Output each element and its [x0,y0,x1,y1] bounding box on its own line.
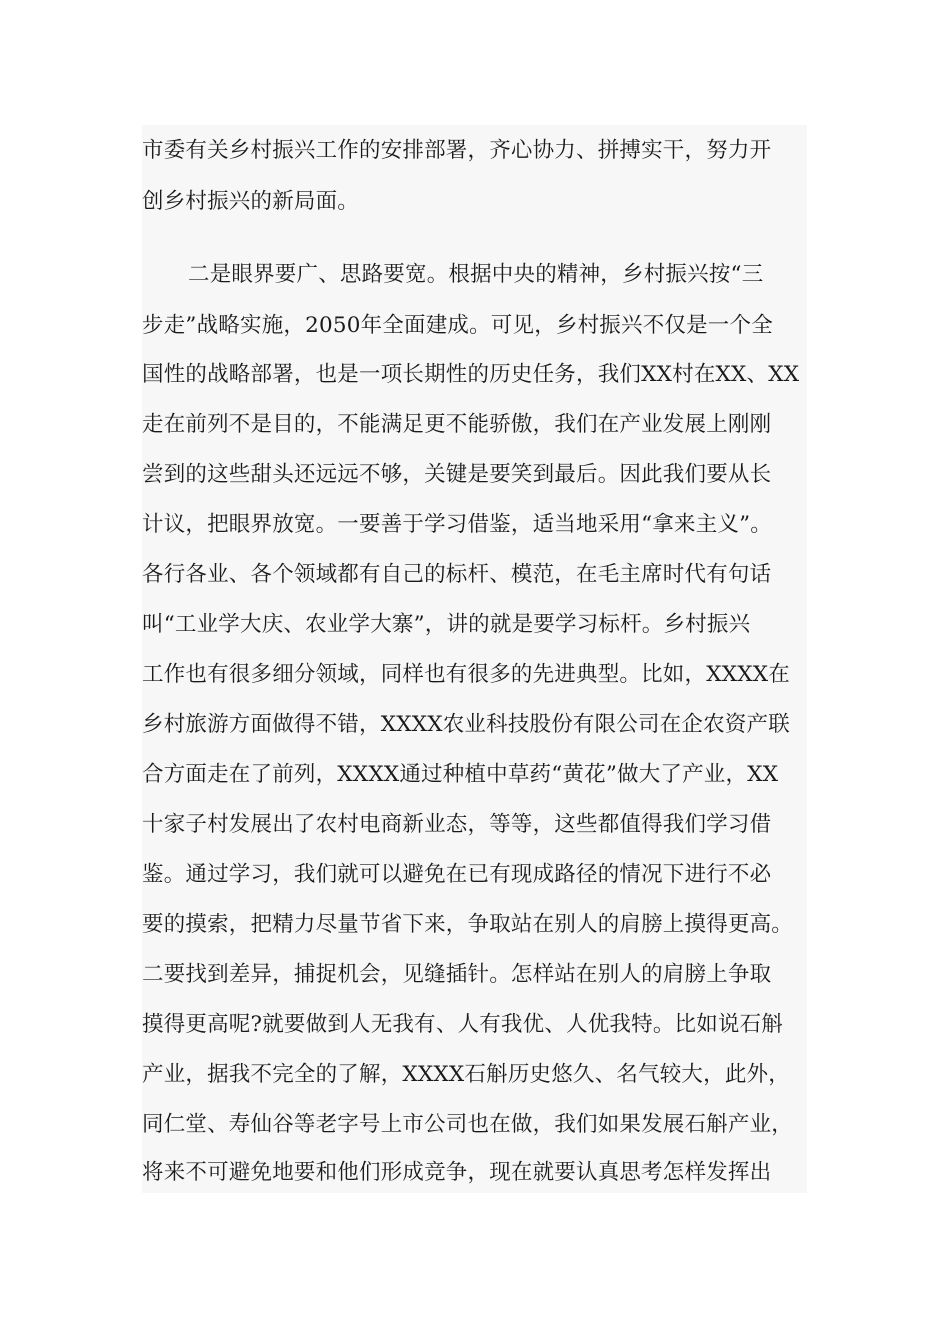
text-line: 步走”战略实施，2050年全面建成。可见，乡村振兴不仅是一个全 [142,313,773,338]
paragraph-start-line: 二是眼界要广、思路要宽。根据中央的精神，乡村振兴按“三 [188,262,764,287]
text-line: 工作也有很多细分领域，同样也有很多的先进典型。比如，XXXX在 [142,662,790,687]
text-line: 摸得更高呢?就要做到人无我有、人有我优、人优我特。比如说石斛 [142,1012,784,1037]
text-line: 创乡村振兴的新局面。 [142,189,360,214]
text-line: 将来不可避免地要和他们形成竞争，现在就要认真思考怎样发挥出 [142,1160,772,1185]
text-line: 同仁堂、寿仙谷等老字号上市公司也在做，我们如果发展石斛产业， [142,1112,794,1137]
text-line: 计议，把眼界放宽。一要善于学习借鉴，适当地采用“拿来主义”。 [142,512,772,537]
text-line: 尝到的这些甜头还远远不够，关键是要笑到最后。因此我们要从长 [142,462,772,487]
text-line: 二要找到差异，捕捉机会，见缝插针。怎样站在别人的肩膀上争取 [142,962,772,987]
text-line: 各行各业、各个领域都有自己的标杆、模范，在毛主席时代有句话 [142,562,772,587]
text-line: 走在前列不是目的，不能满足更不能骄傲，我们在产业发展上刚刚 [142,412,772,437]
text-line: 鉴。通过学习，我们就可以避免在已有现成路径的情况下进行不必 [142,862,772,887]
text-line: 产业，据我不完全的了解，XXXX石斛历史悠久、名气较大，此外， [142,1062,790,1087]
text-line: 要的摸索，把精力尽量节省下来，争取站在别人的肩膀上摸得更高。 [142,912,794,937]
text-line: 乡村旅游方面做得不错，XXXX农业科技股份有限公司在企农资产联 [142,712,790,737]
text-line: 十家子村发展出了农村电商新业态，等等，这些都值得我们学习借 [142,812,772,837]
text-line: 叫“工业学大庆、农业学大寨”，讲的就是要学习标杆。乡村振兴 [142,612,751,637]
document-body [142,125,807,1193]
text-line: 国性的战略部署，也是一项长期性的历史任务，我们XX村在XX、XX [142,362,800,387]
text-line: 合方面走在了前列，XXXX通过种植中草药“黄花”做大了产业，XX [142,762,779,787]
text-line: 市委有关乡村振兴工作的安排部署，齐心协力、拼搏实干，努力开 [142,138,772,163]
